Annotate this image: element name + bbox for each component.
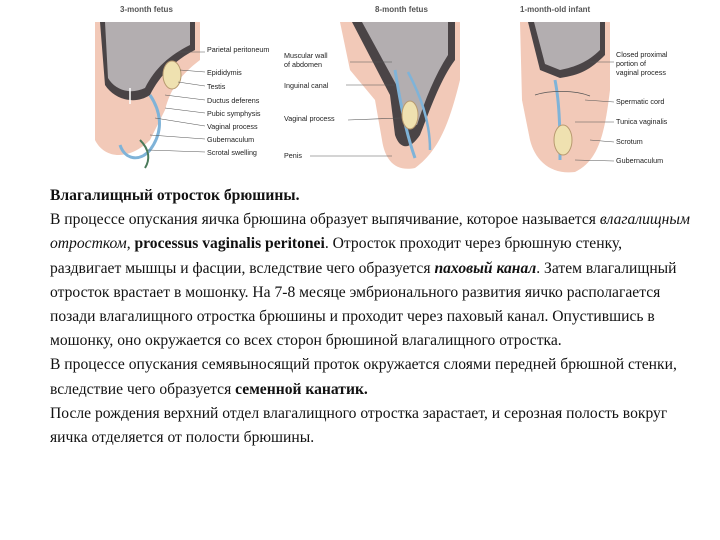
p2-term-spermatic-cord: семенной канатик.	[235, 380, 368, 398]
label-testis: Testis	[207, 82, 226, 91]
paragraph-2	[50, 353, 690, 401]
label-muscular-wall-line1: Muscular wall	[284, 51, 328, 60]
label-tunica-vaginalis: Tunica vaginalis	[616, 117, 668, 126]
label-parietal-peritoneum: Parietal peritoneum	[207, 45, 270, 54]
panel-1-month-infant	[520, 5, 668, 172]
paragraph-3	[50, 402, 690, 450]
article-text	[50, 184, 690, 450]
p1-text-1: В процессе опускания яичка брюшина образует выпячивание, которое называется	[50, 211, 600, 229]
label-inguinal-canal: Inguinal canal	[284, 81, 329, 90]
panel-title-1: 3-month fetus	[120, 5, 173, 14]
p3-text-1: После рождения верхний отдел влагалищного отростка зарастает, и серозная полость вокруг яичка отделяется от полости брюшины.	[50, 404, 668, 447]
p2-text-1: В процессе опускания семявыносящий проток окружается слоями передней брюшной стенки, вследствие чего образуется	[50, 356, 677, 398]
label-scrotum: Scrotum	[616, 137, 643, 146]
label-scrotal-swelling: Scrotal swelling	[207, 148, 257, 157]
article-heading: Влагалищный отросток брюшины.	[50, 187, 300, 204]
panel-title-2: 8-month fetus	[375, 5, 428, 14]
label-gubernaculum-3: Gubernaculum	[616, 156, 664, 165]
p1-text-2: ,	[126, 235, 135, 253]
p1-text-3: . Отросток проходит через брюшную стенку, раздвигает мышцы и фасции, вследствие чего образуется	[50, 235, 623, 277]
p1-text-4: . Затем влагалищный отросток врастает в мошонку. На 7-8 месяце эмбрионального развития яичко располагается позади влагалищного отростка брюшины и проходит через паховый канал. Опустившись в мошонку, оно окружается со всех сторон брюшиной влагалищного отростка.	[50, 259, 677, 350]
label-ductus-deferens: Ductus deferens	[207, 96, 260, 105]
label-closed-proximal-line3: vaginal process	[616, 68, 666, 77]
panel-8-month-fetus	[284, 5, 460, 169]
panel-3-month-fetus	[95, 5, 269, 168]
p1-term-vaginal-process: влагалищным отростком	[50, 211, 690, 253]
label-epididymis: Epididymis	[207, 68, 242, 77]
label-closed-proximal-line2: portion of	[616, 59, 646, 68]
label-penis: Penis	[284, 151, 302, 160]
label-vaginal-process-1: Vaginal process	[207, 122, 258, 131]
p1-latin-term: processus vaginalis peritonei	[134, 235, 325, 253]
label-vaginal-process-2: Vaginal process	[284, 114, 335, 123]
p1-term-inguinal-canal: паховый канал	[434, 259, 537, 277]
panel-title-3: 1-month-old infant	[520, 5, 591, 14]
label-muscular-wall-line2: of abdomen	[284, 60, 322, 69]
paragraph-1	[50, 208, 690, 353]
label-gubernaculum-1: Gubernaculum	[207, 135, 255, 144]
anatomy-figure	[0, 0, 720, 180]
label-pubic-symphysis: Pubic symphysis	[207, 109, 261, 118]
label-spermatic-cord: Spermatic cord	[616, 97, 665, 106]
label-closed-proximal-line1: Closed proximal	[616, 50, 668, 59]
descent-illustration	[0, 0, 720, 180]
